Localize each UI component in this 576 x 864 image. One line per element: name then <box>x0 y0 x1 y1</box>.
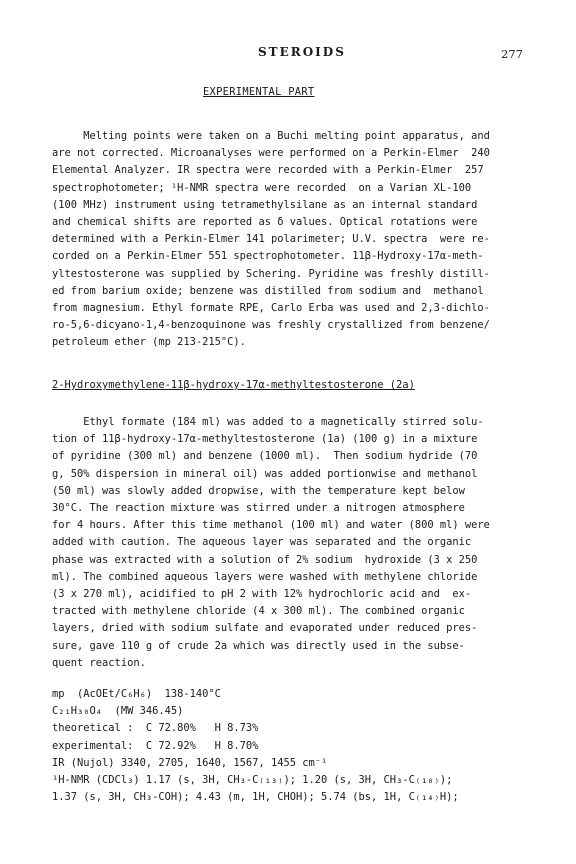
text-line: and chemical shifts are reported as δ values. Optical rotations were <box>52 216 478 229</box>
analysis-experimental: experimental: C 72.92% H 8.70% <box>52 739 259 752</box>
text-line: sure, gave 110 g of crude 2a which was directly used in the subse- <box>52 639 465 652</box>
text-line: ed from barium oxide; benzene was distilled from sodium and methanol <box>52 284 484 297</box>
journal-name: STEROIDS <box>258 45 346 59</box>
page-number: 277 <box>501 47 523 61</box>
text-line: of pyridine (300 ml) and benzene (1000 ml). Then sodium hydride (70 <box>52 450 478 463</box>
procedure-paragraph <box>52 414 526 672</box>
nmr-line: 1.37 (s, 3H, CH₃-COH); 4.43 (m, 1H, CHOH); 5.74 (bs, 1H, C₍₁₄₎H); <box>52 791 459 804</box>
section-title: EXPERIMENTAL PART <box>203 86 315 98</box>
text-line: (50 ml) was slowly added dropwise, with the temperature kept below <box>52 484 465 497</box>
characterization-data <box>52 686 526 806</box>
text-line: Elemental Analyzer. IR spectra were recorded with a Perkin-Elmer 257 <box>52 164 484 177</box>
page-header <box>0 44 576 64</box>
text-line: yltestosterone was supplied by Schering. Pyridine was freshly distill- <box>52 267 490 280</box>
text-line: from magnesium. Ethyl formate RPE, Carlo Erba was used and 2,3-dichlo- <box>52 302 490 315</box>
text-line: Melting points were taken on a Buchi melting point apparatus, and <box>52 130 490 142</box>
text-line: quent reaction. <box>52 656 146 669</box>
text-line: Ethyl formate (184 ml) was added to a magnetically stirred solu- <box>52 416 484 428</box>
text-line: phase was extracted with a solution of 2% sodium hydroxide (3 x 250 <box>52 553 478 566</box>
text-line: tracted with methylene chloride (4 x 300 ml). The combined organic <box>52 605 465 618</box>
text-line: 30°C. The reaction mixture was stirred under a nitrogen atmosphere <box>52 502 465 515</box>
compound-heading: 2-Hydroxymethylene-11β-hydroxy-17α-methyltestosterone (2a) <box>52 379 415 391</box>
text-line: petroleum ether (mp 213-215°C). <box>52 336 246 349</box>
analysis-theoretical: theoretical : C 72.80% H 8.73% <box>52 722 259 735</box>
text-line: are not corrected. Microanalyses were performed on a Perkin-Elmer 240 <box>52 147 490 160</box>
ir-line: IR (Nujol) 3340, 2705, 1640, 1567, 1455 cm⁻¹ <box>52 756 328 769</box>
text-line: g, 50% dispersion in mineral oil) was added portionwise and methanol <box>52 467 478 480</box>
text-line: for 4 hours. After this time methanol (100 ml) and water (800 ml) were <box>52 519 490 532</box>
text-line: tion of 11β-hydroxy-17α-methyltestosterone (1a) (100 g) in a mixture <box>52 433 478 446</box>
methods-paragraph <box>52 128 526 352</box>
text-line: ro-5,6-dicyano-1,4-benzoquinone was freshly crystallized from benzene/ <box>52 319 490 332</box>
text-line: added with caution. The aqueous layer was separated and the organic <box>52 536 472 549</box>
melting-point-line: mp (AcOEt/C₆H₆) 138-140°C <box>52 688 221 700</box>
text-line: layers, dried with sodium sulfate and evaporated under reduced pres- <box>52 622 478 635</box>
text-line: spectrophotometer; ¹H-NMR spectra were recorded on a Varian XL-100 <box>52 181 472 194</box>
text-line: determined with a Perkin-Elmer 141 polarimeter; U.V. spectra were re- <box>52 233 490 246</box>
nmr-line: ¹H-NMR (CDCl₃) 1.17 (s, 3H, CH₃-C₍₁₃₎); 1.20 (s, 3H, CH₃-C₍₁₀₎); <box>52 774 453 787</box>
text-line: (100 MHz) instrument using tetramethylsilane as an internal standard <box>52 198 478 211</box>
text-line: corded on a Perkin-Elmer 551 spectrophotometer. 11β-Hydroxy-17α-meth- <box>52 250 484 263</box>
text-line: (3 x 270 ml), acidified to pH 2 with 12% hydrochloric acid and ex- <box>52 588 472 601</box>
text-line: ml). The combined aqueous layers were washed with methylene chloride <box>52 570 478 583</box>
formula-line: C₂₁H₃₀O₄ (MW 346.45) <box>52 705 184 718</box>
